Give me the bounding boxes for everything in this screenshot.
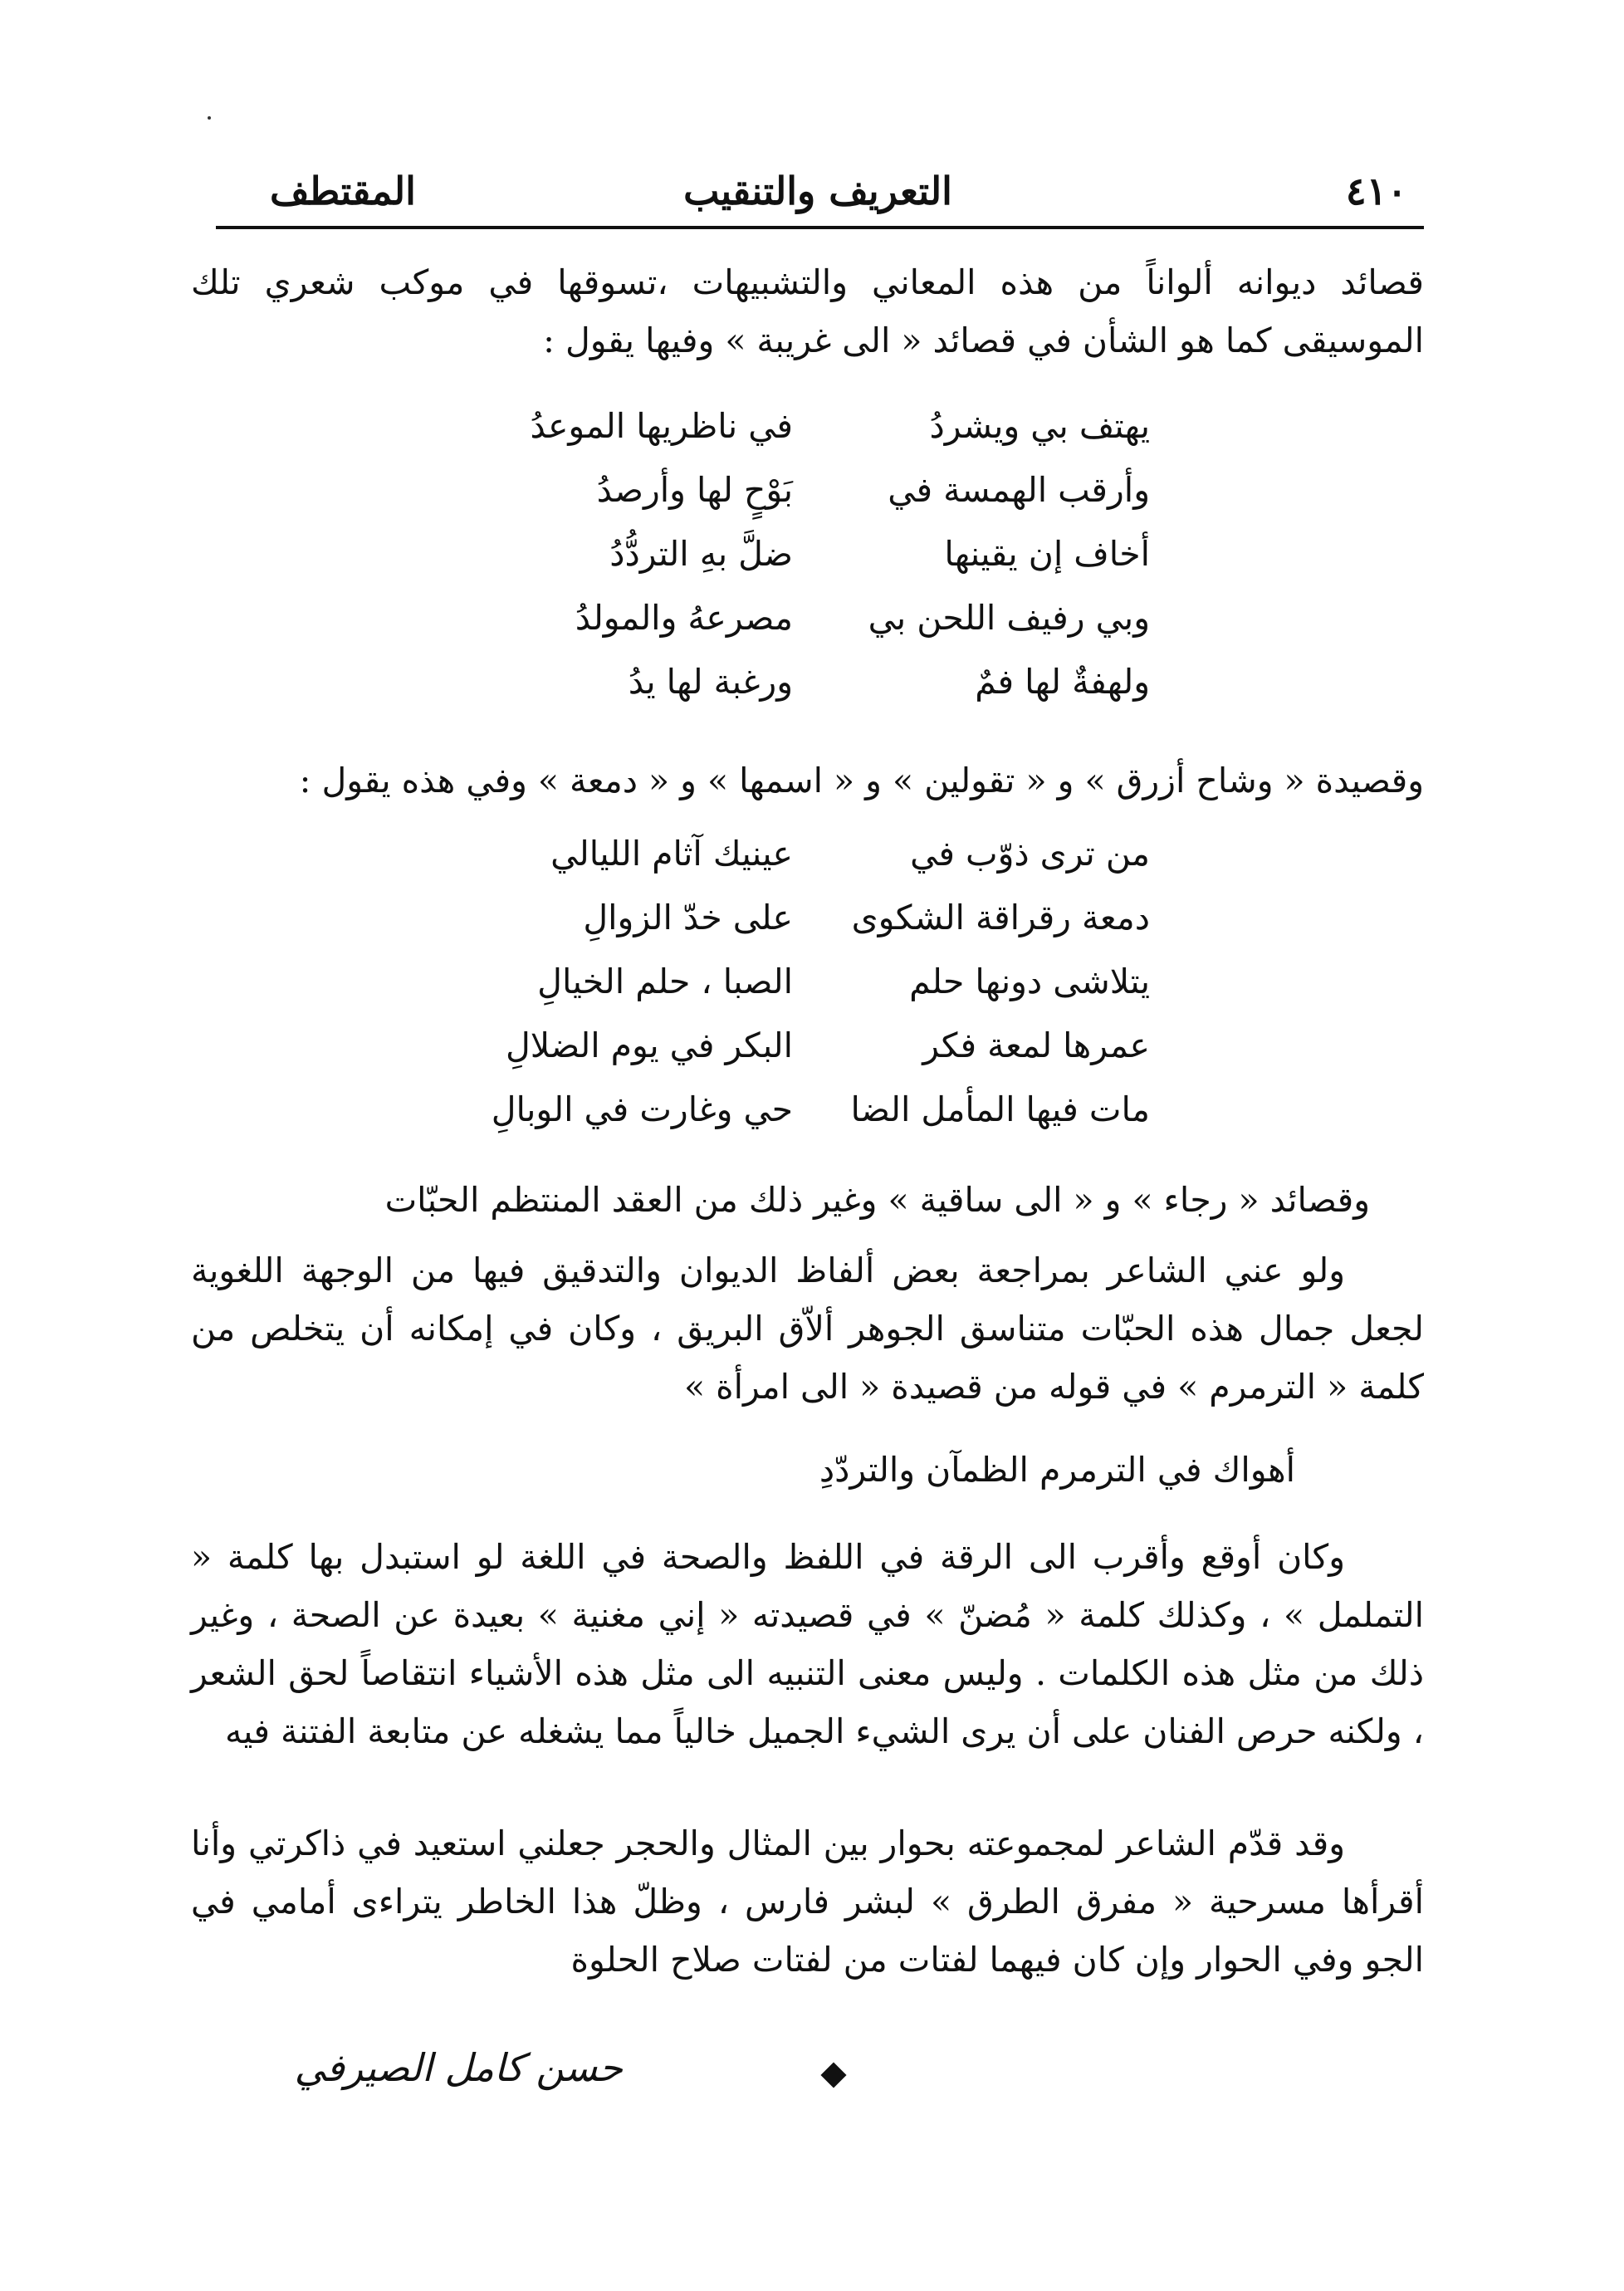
poem-line bbox=[436, 1014, 1150, 1078]
hemistich-first: وبي رفيف اللحن بي bbox=[868, 598, 1150, 638]
poem-line bbox=[436, 394, 1150, 458]
journal-name: المقتطف bbox=[270, 169, 416, 213]
hemistich-first: وأرقب الهمسة في bbox=[888, 470, 1150, 510]
closing-text: وقد قدّم الشاعر لمجموعته بحوار بين المثال والحجر جعلني استعيد في ذاكرتي وأنا أقرأها مسرحية « مفرق الطرق » لبشر فارس ، وظلّ هذا الخاطر يتراءى أمامي في الجو وفي الحوار وإن كان فيهما لفتات من لفتات صلاح الحلوة bbox=[191, 1823, 1424, 1980]
hemistich-second: على خدّ الزوالِ bbox=[583, 898, 793, 937]
end-ornament-icon bbox=[820, 2062, 846, 2088]
poem-line bbox=[436, 1078, 1150, 1142]
hemistich-second: عينيك آثام الليالي bbox=[550, 834, 793, 874]
poems-list-line bbox=[299, 1171, 1370, 1229]
poem-line bbox=[436, 458, 1150, 522]
page-header bbox=[212, 158, 1424, 224]
poem-line bbox=[436, 886, 1150, 950]
quoted-verse-text: أهواك في الترمرم الظمآن والتردّدِ bbox=[819, 1450, 1295, 1490]
hemistich-first: يتلاشى دونها حلم bbox=[909, 962, 1150, 1001]
poem-line bbox=[436, 522, 1150, 586]
poem-line bbox=[436, 822, 1150, 886]
hemistich-first: من ترى ذوّب في bbox=[910, 834, 1150, 874]
quoted-verse bbox=[465, 1441, 1295, 1499]
poem-1 bbox=[436, 394, 1150, 714]
poem-line bbox=[436, 950, 1150, 1014]
author-signature: حسن كامل الصيرفي bbox=[294, 2045, 623, 2090]
hemistich-second: ورغبة لها يدُ bbox=[628, 662, 793, 702]
poem-line bbox=[436, 586, 1150, 650]
closing-paragraph bbox=[191, 1814, 1424, 1989]
hemistich-first: أخاف إن يقينها bbox=[944, 534, 1150, 574]
hemistich-second: بَوْحٍ لها وأرصدُ bbox=[596, 470, 793, 510]
critique-text-2: وكان أوقع وأقرب الى الرقة في اللفظ والصحة في اللغة لو استبدل بها كلمة « التململ » ، وكذلك كلمة « مُضنّ » في قصيدته « إني مغنية » بعيدة عن الصحة ، وغير ذلك من مثل هذه الكلمات . وليس معنى التنبيه الى مثل هذه الأشياء انتقاصاً لحق الشعر ، ولكنه حرص الفنان على أن يرى الشيء الجميل خالياً مما يشغله عن متابعة الفتنة فيه bbox=[191, 1537, 1424, 1751]
scan-speck bbox=[208, 116, 211, 120]
hemistich-first: يهتف بي ويشردُ bbox=[929, 406, 1150, 446]
poem-2-intro-text: وقصيدة « وشاح أزرق » و « تقولين » و « اسمها » و « دمعة » وفي هذه يقول : bbox=[299, 761, 1424, 800]
hemistich-second: الصبا ، حلم الخيالِ bbox=[537, 962, 793, 1001]
poem-2-intro bbox=[191, 751, 1424, 810]
poems-list-text: وقصائد « رجاء » و « الى ساقية » وغير ذلك من العقد المنتظم الحبّات bbox=[384, 1180, 1370, 1220]
intro-text: قصائد ديوانه ألواناً من هذه المعاني والتشبيهات ،تسوقها في موكب شعري تلك الموسيقى كما هو الشأن في قصائد « الى غريبة » وفيها يقول : bbox=[191, 262, 1424, 360]
hemistich-first: ولهفةٌ لها فمٌ bbox=[975, 662, 1150, 702]
hemistich-second: مصرعهُ والمولدُ bbox=[575, 598, 793, 638]
hemistich-first: عمرها لمعة فكر bbox=[922, 1026, 1150, 1065]
poem-2 bbox=[436, 822, 1150, 1142]
intro-paragraph bbox=[191, 253, 1424, 370]
hemistich-second: ضلَّ بهِ التردُّدُ bbox=[609, 534, 793, 574]
hemistich-second: حي وغارت في الوبالِ bbox=[491, 1089, 793, 1129]
hemistich-first: دمعة رقراقة الشكوى bbox=[851, 898, 1150, 937]
critique-paragraph-1 bbox=[191, 1241, 1424, 1416]
page-number: ٤١٠ bbox=[1345, 169, 1407, 213]
hemistich-second: في ناظريها الموعدُ bbox=[530, 406, 793, 446]
hemistich-second: البكر في يوم الضلالِ bbox=[505, 1026, 793, 1065]
poem-line bbox=[436, 650, 1150, 714]
hemistich-first: مات فيها المأمل الضا bbox=[850, 1089, 1150, 1129]
header-rule bbox=[216, 226, 1424, 229]
running-title: التعريف والتنقيب bbox=[683, 169, 952, 213]
critique-text-1: ولو عني الشاعر بمراجعة بعض ألفاظ الديوان والتدقيق فيها من الوجهة اللغوية لجعل جمال هذه الحبّات متناسق الجوهر ألاّق البريق ، وكان في إمكانه أن يتخلص من كلمة « الترمرم » في قوله من قصيدة « الى امرأة » bbox=[191, 1251, 1424, 1407]
critique-paragraph-2 bbox=[191, 1528, 1424, 1760]
